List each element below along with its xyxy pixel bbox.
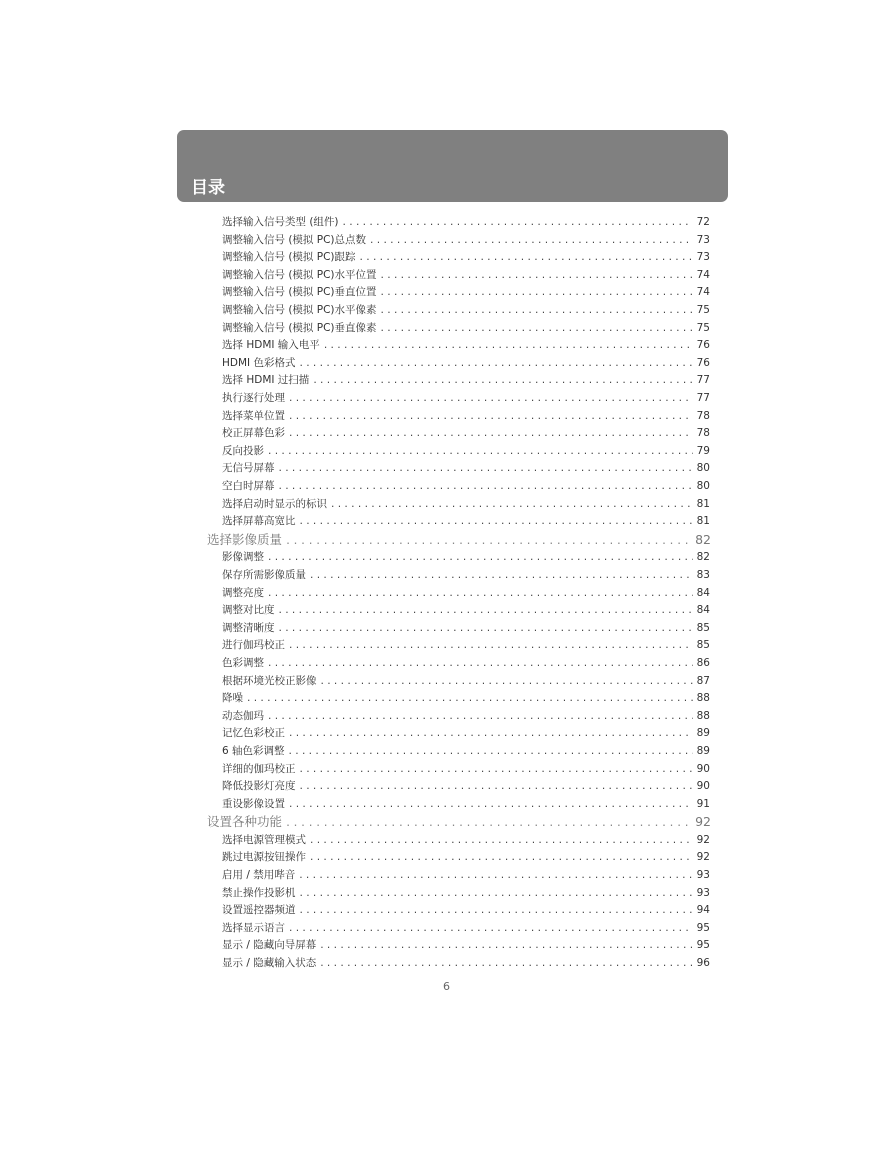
toc-dot-leader [267,445,693,459]
toc-entry-label: 选择 HDMI 输入电平 [222,339,320,352]
toc-entry[interactable] [222,691,710,706]
toc-entry[interactable] [222,426,710,441]
toc-dot-leader [288,727,693,741]
toc-entry[interactable] [222,461,710,476]
toc-entry-label: 影像调整 [222,551,264,564]
toc-dot-leader [278,622,693,636]
toc-entry-page: 95 [696,921,710,934]
toc-dot-leader [288,410,693,424]
toc-entry-label: 调整输入信号 (模拟 PC)垂直像素 [222,321,377,334]
toc-entry[interactable] [222,321,710,336]
toc-entry-page: 89 [696,744,710,757]
toc-entry-page: 82 [695,531,711,547]
toc-dot-leader [309,569,693,583]
toc-entry[interactable] [222,514,710,529]
page-number: 6 [443,980,450,993]
toc-entry[interactable] [222,726,710,741]
toc-entry[interactable] [222,303,710,318]
toc-entry-page: 83 [696,568,710,581]
toc-entry-page: 74 [696,268,710,281]
toc-dot-leader [320,675,693,689]
toc-entry[interactable] [222,868,710,883]
toc-entry[interactable] [222,674,710,689]
toc-entry[interactable] [222,797,710,812]
toc-dot-leader [299,887,693,901]
toc-dot-leader [319,957,692,971]
toc-entry[interactable] [222,338,710,353]
toc-entry-page: 76 [696,356,710,369]
toc-dot-leader [298,869,692,883]
toc-entry[interactable] [222,391,710,406]
toc-dot-leader [380,322,693,336]
toc-entry[interactable] [222,444,710,459]
toc-entry-page: 84 [696,604,710,617]
toc-dot-leader [285,815,691,830]
toc-dot-leader [380,286,693,300]
toc-dot-leader [359,251,693,265]
toc-dot-leader [288,745,693,759]
toc-entry-page: 73 [696,233,710,246]
toc-dot-leader [319,939,692,953]
toc-entry-label: 降低投影灯亮度 [222,780,296,793]
toc-entry-page: 82 [696,551,710,564]
toc-dot-leader [299,780,693,794]
toc-entry-page: 90 [696,780,710,793]
toc-entry-page: 81 [696,497,710,510]
toc-entry-label: 显示 / 隐藏输入状态 [222,957,317,969]
toc-entry-label: 选择显示语言 [222,921,285,934]
toc-dot-leader [267,710,693,724]
toc-entry-label: 选择 HDMI 过扫描 [222,374,310,387]
toc-entry[interactable] [222,921,710,936]
toc-entry[interactable] [222,497,710,512]
toc-entry[interactable] [222,373,710,388]
toc-entry[interactable] [222,603,710,618]
toc-entry[interactable] [222,250,710,265]
toc-entry-page: 88 [696,692,710,705]
toc-dot-leader [278,480,693,494]
toc-entry-label: 调整输入信号 (模拟 PC)总点数 [222,233,367,246]
toc-dot-leader [312,374,692,388]
toc-entry-label: 反向投影 [222,444,264,457]
toc-entry-page: 84 [696,586,710,599]
toc-entry[interactable] [222,656,710,671]
toc-entry-page: 86 [696,656,710,669]
toc-entry[interactable] [222,215,710,230]
toc-entry[interactable] [222,938,710,953]
toc-dot-leader [342,216,693,230]
toc-entry-label: 记忆色彩校正 [222,727,285,740]
toc-entry-label: 重设影像设置 [222,797,285,810]
toc-entry-label: 调整输入信号 (模拟 PC)水平像素 [222,304,377,316]
toc-dot-leader [299,763,693,777]
toc-dot-leader [288,427,693,441]
toc-entry-label: 设置遥控器频道 [222,904,296,917]
toc-entry[interactable] [222,709,710,724]
toc-entry-page: 79 [696,444,710,457]
toc-entry-label: 调整清晰度 [222,621,275,634]
toc-dot-leader [267,587,693,601]
toc-dot-leader [309,851,693,865]
toc-entry[interactable] [222,268,710,283]
toc-entry-page: 75 [696,304,710,316]
toc-entry-label: 空白时屏幕 [222,480,275,492]
toc-entry-page: 89 [696,727,710,740]
toc-entry-page: 92 [695,814,711,830]
toc-entry-page: 85 [696,621,710,634]
toc-entry[interactable] [222,762,710,777]
toc-entry-page: 75 [696,321,710,334]
toc-entry-label: 根据环境光校正影像 [222,674,317,687]
toc-entry[interactable] [222,779,710,794]
toc-entry[interactable] [222,586,710,601]
toc-entry-page: 78 [696,427,710,440]
toc-entry-page: 96 [696,957,710,969]
toc-entry-label: 选择屏幕高宽比 [222,515,296,528]
toc-entry-label: 启用 / 禁用哔音 [222,869,296,881]
toc-entry-page: 72 [696,216,710,228]
toc-entry-page: 81 [696,515,710,528]
toc-entry-page: 93 [696,869,710,881]
toc-section-entry[interactable] [207,813,711,830]
toc-dot-leader [288,639,693,653]
toc-entry[interactable] [222,956,710,971]
toc-entry-label: 设置各种功能 [207,814,283,830]
toc-entry-page: 73 [696,251,710,264]
toc-entry-page: 80 [696,480,710,492]
toc-dot-leader [288,798,693,812]
toc-dot-leader [323,339,693,353]
toc-dot-leader [380,304,693,318]
toc-section-entry[interactable] [207,531,711,548]
toc-dot-leader [285,533,691,548]
toc-entry-page: 74 [696,286,710,299]
toc-entry-label: 选择菜单位置 [222,409,285,422]
toc-entry[interactable] [222,621,710,636]
toc-entry-label: 调整输入信号 (模拟 PC)跟踪 [222,251,356,264]
toc-dot-leader [330,498,693,512]
toc-entry[interactable] [222,903,710,918]
toc-entry-label: 无信号屏幕 [222,462,275,475]
toc-entry[interactable] [222,356,710,371]
toc-entry[interactable] [222,568,710,583]
toc-entry-page: 85 [696,639,710,652]
toc-dot-leader [369,234,693,248]
toc-entry-page: 93 [696,886,710,899]
toc-entry[interactable] [222,550,710,565]
toc-entry-page: 92 [696,833,710,846]
toc-entry-label: 校正屏幕色彩 [222,427,285,440]
toc-dot-leader [278,462,693,476]
toc-entry-page: 90 [696,762,710,775]
toc-entry-page: 76 [696,339,710,352]
toc-entry-page: 95 [696,939,710,952]
toc-entry-label: 选择影像质量 [207,531,283,547]
toc-entry-page: 87 [696,674,710,687]
toc-entry-page: 77 [696,374,710,387]
toc-entry-label: HDMI 色彩格式 [222,356,296,369]
toc-dot-leader [299,904,693,918]
toc-entry-page: 91 [696,797,710,810]
toc-entry-label: 选择输入信号类型 (组件) [222,216,339,228]
toc-header-bar [177,130,728,202]
toc-entry[interactable] [222,285,710,300]
toc-entry-label: 降噪 [222,692,243,705]
toc-entry-label: 色彩调整 [222,656,264,669]
toc-entry[interactable] [222,850,710,865]
toc-entry-page: 77 [696,392,710,404]
toc-dot-leader [267,551,693,565]
toc-entry-label: 执行逐行处理 [222,392,285,404]
toc-entry[interactable] [222,886,710,901]
toc-dot-leader [298,357,692,371]
toc-dot-leader [288,922,693,936]
toc-entry-label: 选择电源管理模式 [222,833,306,846]
toc-entry-label: 显示 / 隐藏向导屏幕 [222,939,317,952]
toc-entry-label: 动态伽玛 [222,709,264,722]
toc-entry-label: 选择启动时显示的标识 [222,497,327,510]
toc-entry-label: 调整对比度 [222,604,275,617]
toc-dot-leader [380,269,693,283]
toc-entry[interactable] [222,479,710,494]
toc-entry-label: 调整亮度 [222,586,264,599]
toc-entry[interactable] [222,638,710,653]
toc-dot-leader [288,392,693,406]
toc-entry-page: 78 [696,409,710,422]
toc-dot-leader [246,692,693,706]
page-title: 目录 [191,178,225,198]
toc-entry[interactable] [222,233,710,248]
toc-entry-label: 保存所需影像质量 [222,568,306,581]
toc-dot-leader [299,515,693,529]
toc-entry-label: 6 轴色彩调整 [222,744,285,757]
toc-entry[interactable] [222,833,710,848]
toc-dot-leader [278,604,693,618]
toc-entry-page: 94 [696,904,710,917]
toc-entry-label: 禁止操作投影机 [222,886,296,899]
toc-dot-leader [267,657,693,671]
toc-entry[interactable] [222,744,710,759]
toc-entry-label: 调整输入信号 (模拟 PC)垂直位置 [222,286,377,299]
toc-entry[interactable] [222,409,710,424]
toc-entry-page: 92 [696,851,710,864]
toc-entry-page: 80 [696,462,710,475]
toc-entry-page: 88 [696,709,710,722]
toc-entry-label: 跳过电源按钮操作 [222,851,306,864]
toc-entry-label: 详细的伽玛校正 [222,762,296,775]
toc-dot-leader [309,834,693,848]
toc-entry-label: 调整输入信号 (模拟 PC)水平位置 [222,268,377,281]
toc-entry-label: 进行伽玛校正 [222,639,285,652]
